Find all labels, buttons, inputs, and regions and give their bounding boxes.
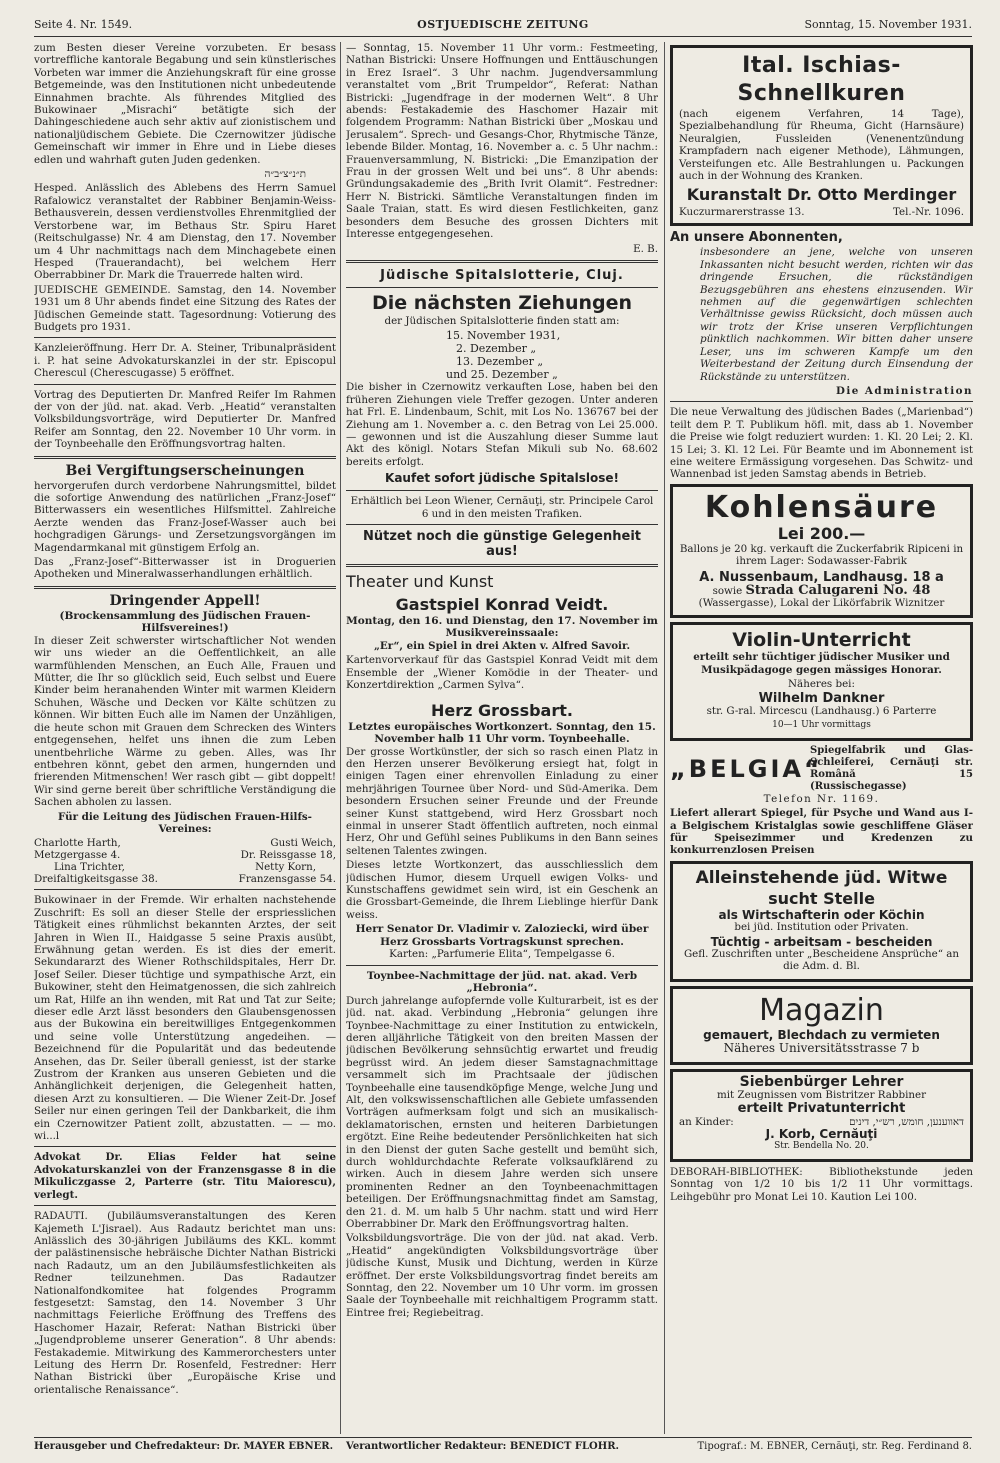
column-1 xyxy=(34,42,336,1434)
hebrew-abbreviation: ת״נ״צ״ב״ה xyxy=(264,168,306,181)
grossbart-senator: Herr Senator Dr. Vladimir v. Zaloziecki, wird über Herz Grossbarts Vortragskunst sprechen. xyxy=(355,923,649,948)
list-item: 2. Dezember „ xyxy=(456,342,537,356)
kohlensaeure-strada: Strada Calugareni No. 48 xyxy=(745,582,931,598)
lottery-dates xyxy=(346,329,658,381)
newspaper-title: OSTJUEDISCHE ZEITUNG xyxy=(417,18,589,31)
page-footer xyxy=(34,1437,972,1456)
witwe-tuechtig: Tüchtig - arbeitsam - bescheiden xyxy=(710,934,933,949)
section-theater: Theater und Kunst xyxy=(346,571,494,591)
divider xyxy=(346,260,658,263)
lehrer-hebrew: דאווענען, חומש, רש״י, דינים xyxy=(849,1115,964,1128)
column-3 xyxy=(670,42,973,1434)
vergiftung-text-2: Das „Franz-Josef“-Bitterwasser ist in Droguerien Apotheken und Mineralwasserhandlungen erhältlich. xyxy=(34,556,336,581)
kohlensaeure-last: (Wassergasse), Lokal der Likörfabrik Wiznitzer xyxy=(698,596,945,609)
grossbart-heading: Herz Grossbart. xyxy=(431,700,573,720)
table-row: Lina Trichter, Netty Korn, xyxy=(54,861,316,874)
advokat-notice: Advokat Dr. Elias Felder hat seine Advokaturskanzlei von der Franzensgasse 8 in die Mikuliczgasse 2, Parterre (str. Titu Maiorescu), verlegt. xyxy=(34,1151,336,1201)
lottery-slogan: Nützet noch die günstige Gelegenheit aus! xyxy=(362,528,641,559)
belgia-phone: Telefon Nr. 1169. xyxy=(763,792,880,805)
belgia-right: Spiegelfabrik und Glas-Schleiferei, Cernăuţi str. Română 15 (Russischegasse) xyxy=(810,744,973,792)
page-header xyxy=(34,14,972,37)
deborah-notice: DEBORAH-BIBLIOTHEK: Bibliothekstunde jeden Sonntag von 1/2 10 bis 1/2 11 Uhr vormittags. Leihgebühr pro Monat Lei 10. Kaution Lei 100. xyxy=(670,1165,973,1203)
violin-naeheres: Näheres bei: xyxy=(788,678,855,691)
abonnenten-heading: An unsere Abonnenten, xyxy=(670,230,843,246)
lehrer-address: Str. Bendella No. 20. xyxy=(774,1141,869,1152)
witwe-zuschriften: Gefl. Zuschriften unter „Bescheidene Ansprüche“ an die Adm. d. Bl. xyxy=(683,948,960,973)
column-2 xyxy=(346,42,658,1434)
appell-text: In dieser Zeit schwerster wirtschaftlicher Not wenden wir uns wieder an die Oeffentlichkeit, an alle warmfühlenden Menschen, an Euch Alle, Frauen und Mütter, die Ihr so glücklich seid, Euch selbst und Euere Kinder beim heranahenden Winter mit warmen Kleidern Schuhen, Wäsche und Decken vor Kälte schützen zu können. Wir bitten Euch alle im Namen der Unzähligen, die heute schon mit Grauen dem Schrecken des Winters entgegensehen, helfet uns ihnen die zum Leben unentbehrliche Wärme zu geben. Alles, was Ihr entbehren könnt, gebet den armen, hungernden und frierenden Mitmenschen! Wer rasch gibt — gibt doppelt! Wir sind gerne bereit über schriftliche Verständigung die Sachen abholen zu lassen. xyxy=(34,634,336,809)
witwe-title: Alleinstehende jüd. Witwe xyxy=(695,867,948,888)
list-item: und 25. Dezember „ xyxy=(446,368,558,382)
divider xyxy=(34,384,336,385)
toynbee-text: Durch jahrelange aufopfernde volle Kulturarbeit, ist es der jüd. nat. akad. Verbindung „Hebronia“ gelungen ihre Toynbee-Nachmittage zu einer Institution zu entwickeln, deren alljährliche Tätigkeit von den breiten Massen der jüdischen Bevölkerung sehnsüchtig erwartet und freudig begrüsst wird. An jedem dieser Samstagnachmittage versammelt sich im Prachtsaale der jüdischen Toynbeehalle eine tausendköpfige Menge, welche Jung und Alt, den volkswissenschaftlichen alle Gebiete umfassenden Vorträgen aufmerksam folgt und sich an musikalisch-deklamatorischen, ernsten und heiteren Darbietungen ergötzt. Eine Reihe bedeutender Persönlichkeiten hat sich in den Dienst der guten Sache gestellt und bemüht sich, durch wohldurchdachte Referate volksaufklärend zu wirken. Auch in diesem Jahre werden sich unsere prominenten Redner an den Toynbeenachmittagen beteiligen. Der Eröffnungsnachmittag findet am Samstag, den 21. d. M. um halb 5 Uhr nachm. statt und wird Herr Oberrabbiner Dr. Mark den Eröffnungsvortrag halten. xyxy=(346,994,658,1230)
divider xyxy=(346,524,658,525)
ischias-name: Kuranstalt Dr. Otto Merdinger xyxy=(686,185,957,205)
divider xyxy=(34,586,336,589)
magazin-ad xyxy=(670,986,973,1065)
vergiftung-text: hervorgerufen durch verdorbene Nahrungsmittel, bildet die sofortige Anwendung des natürlichen „Franz-Josef“ Bitterwassers ein wesentliches Hilfsmittel. Zahlreiche Aerzte wenden das Franz-Josef-Wasser auch bei hochgradigen Gärungs- und Zersetzungsvorgängen im Magendarmkanal mit günstigem Erfolg an. xyxy=(34,479,336,554)
belgia-ad xyxy=(670,745,973,857)
divider xyxy=(34,1205,336,1206)
grossbart-text: Der grosse Wortkünstler, der sich so rasch einen Platz in den Herzen unserer Bevölkerung ersiegt hat, folgt in einigen Tagen einer ehrenvollen Einladung zu einer mehrjährigen Tournee über Nord- und Süd-Amerika. Dem besondern Ersuchen seiner Freunde und der Freunde seiner Kunst stattgebend, wird Herz Grossbart noch einmal in unserer Stadt öffentlich auftreten, noch einmal Herz, Ohr und Gefühl seines Publikums in den Bann seines seltenen Talentes zwingen. xyxy=(346,745,658,857)
magazin-text: gemauert, Blechdach zu vermieten xyxy=(703,1027,940,1042)
radauti-continued: — Sonntag, 15. November 11 Uhr vorm.: Festmeeting, Nathan Bistricki: Unsere Hoffnungen und Enttäuschungen in Erez Israel“. 3 Uhr nachm. Jugendversammlung veranstaltet vom „Brit Trumpeldor“, Referat: Nathan Bistricki: „Jugendfrage in der modernen Welt“. 8 Uhr abends: Festakademie des Haschomer Hazair mit folgendem Programm: Nathan Bistricki über „Moskau und Jerusalem“. Sprech- und Gesangs-Chor, Rhytmische Tänze, lebende Bilder. Montag, 16. November a. c. 5 Uhr nachm.: Frauenversammlung, N. Bistricki: „Die Emanzipation der Frau in der grossen Welt und bei uns“. 8 Uhr abends: Gründungsakademie des „Brith Ivrit Olamit“. Festredner: Herr N. Bistricki. Sämtliche Veranstaltungen finden im Saale Traian, statt. Es wird diesen Festlichkeiten, ganz besonders dem Besuche des grossen Dichters mit Interesse entgegengesehen. xyxy=(346,42,658,241)
violin-text: erteilt sehr tüchtiger jüdischer Musiker und Musikpädagoge gegen mässiges Honorar. xyxy=(693,651,950,676)
lehrer-ad xyxy=(670,1069,973,1161)
hesped-notice: Hesped. Anlässlich des Ablebens des Herrn Samuel Rafalowicz veranstaltet der Rabbiner Benjamin-Weiss-Bethausverein, dessen verdienstvolles Ehrenmitglied der Verstorbene war, im Bethaus Str. Spiru Haret (Reitschulgasse) Nr. 4 am Dienstag, den 17. November um 4 Uhr nachmittags nach dem Minchagebete einen Hesped (Trauerandacht), bei welchem Herr Oberrabbiner Dr. Mark die Trauerrede halten wird. xyxy=(34,182,336,282)
lehrer-erteilt: erteilt Privatunterricht xyxy=(737,1101,906,1117)
list-item: 13. Dezember „ xyxy=(456,355,544,369)
printer: Tipograf.: M. EBNER, Cernăuţi, str. Reg. Ferdinand 8. xyxy=(697,1441,972,1452)
violin-hours: 10—1 Uhr vormittags xyxy=(772,720,871,731)
witwe-ad xyxy=(670,861,973,982)
gemeinde-notice: JUEDISCHE GEMEINDE. Samstag, den 14. November 1931 um 8 Uhr abends findet eine Sitzung des Rates der Jüdischen Gemeinde statt. Tagesordnung: Votierung des Budgets pro 1931. xyxy=(34,283,336,333)
lottery-subheading: Die nächsten Ziehungen xyxy=(371,291,633,314)
ischias-ad xyxy=(670,45,973,226)
grossbart-karten: Karten: „Parfumerie Elita“, Tempelgasse 6. xyxy=(389,948,615,961)
kohlensaeure-name: A. Nussenbaum, Landhausg. 18 a xyxy=(699,569,944,585)
witwe-als: als Wirtschafterin oder Köchin xyxy=(718,907,925,922)
obituary-text: zum Besten dieser Vereine vorzubeten. Er besass vortreffliche kantorale Begabung und sein künstlerisches Vorbeten war immer die Anziehungskraft für eine grosse Betgemeinde, was den Institutionen nicht unbedeutende Einnahmen brachte. Als führendes Mitglied des Bukowinaer „Misrachi“ betätigte sich der Dahingeschiedene auch sehr aktiv auf zionistischem und nationaljüdischem Gebiete. Die Czernowitzer jüdische Gemeinschaft wir immer in Ehre und in Liebe dieses edlen und wahrhaft guten Juden gedenken. xyxy=(34,42,336,166)
divider xyxy=(34,1146,336,1147)
gastspiel-play: „Er“, ein Spiel in drei Akten v. Alfred Savoir. xyxy=(373,639,631,652)
witwe-bei: bei jüd. Institution oder Privaten. xyxy=(734,921,909,934)
gastspiel-text: Kartenvorverkauf für das Gastspiel Konrad Veidt mit dem Ensemble der „Wiener Komödie in der Theater- und Konzertdirektion „Carmen Sylva“. xyxy=(346,654,658,692)
column-divider xyxy=(664,42,665,1434)
divider xyxy=(346,490,658,491)
kohlensaeure-ad xyxy=(670,484,973,619)
divider xyxy=(346,564,658,567)
bad-notice: Die neue Verwaltung des jüdischen Bades („Marienbad“) teilt dem P. T. Publikum höfl. mit, dass ab 1. November die Preise wie folgt reduziert wurden: 1. Kl. 20 Lei; 2. Kl. 15 Lei; 3. Kl. 12 Lei. Für Beamte und im Abonnement ist eine weitere Ermässigung vorgesehen. Das Schwitz- und Wannenbad ist jeden Samstag abends in Betrieb. xyxy=(670,406,973,481)
violin-address: str. G-ral. Mircescu (Landhausg.) 6 Parterre xyxy=(706,705,937,717)
abonnenten-signature: Die Administration xyxy=(835,384,973,397)
abonnenten-text: insbesondere an jene, welche von unseren Inkassanten nicht besucht werden, richten wir das dringende Ersuchen, die rückständigen Bezugsgebühren ans ehestens einzusenden. Wir nehmen auf die gegenwärtigen schlechten Verhältnisse gewiss Rücksicht, doch müssen auch wir trotz der Krise unseren Verpflichtungen pünktlich nachkommen. Wir bitten daher unsere Leser, uns im schweren Kampfe um den Weiterbestand der Zeitung durch Einsendung der Rückstände zu unterstützen. xyxy=(700,246,973,383)
signatories-table xyxy=(34,837,336,885)
kanzlei-notice: Kanzleieröffnung. Herr Dr. A. Steiner, Tribunalpräsident i. P. hat seine Advokaturskanzlei in der str. Episcopul Cherescul (Cherescugasse) 5 eröffnet. xyxy=(34,342,336,380)
editor: Verantwortlicher Redakteur: BENEDICT FLOHR. xyxy=(346,1441,619,1452)
table-row: Dreifaltigkeitsgasse 38. Franzensgasse 54. xyxy=(34,873,336,886)
divider xyxy=(346,965,658,966)
divider xyxy=(34,337,336,338)
lottery-where: Erhältlich bei Leon Wiener, Cernăuţi, str. Principele Carol 6 und in den meisten Trafiken. xyxy=(350,495,654,520)
kohlensaeure-text: Ballons je 20 kg. verkauft die Zuckerfabrik Ripiceni in ihrem Lager: Sodawasser-Fabrik xyxy=(679,542,964,568)
lehrer-kinder: an Kinder: xyxy=(679,1115,734,1128)
volksbildung-text: Volksbildungsvorträge. Die von der jüd. nat akad. Verb. „Heatid“ angekündigten Volksbildungsvorträge über jüdische Kunst, Musik und Dichtung, werden in Kürze eröffnet. Der erste Volksbildungsvortrag findet bereits am Sonntag, den 22. November um 10 Uhr vorm. im grossen Saale der Toynbeehalle mit reichhaltigem Programm statt. Eintree frei; Regiebeitrag. xyxy=(346,1232,658,1319)
table-row: Metzgergasse 4. Dr. Reissgasse 18, xyxy=(34,849,336,862)
kohlensaeure-sowie: sowie xyxy=(712,584,743,597)
belgia-text: Liefert allerart Spiegel, für Psyche und Wand aus I-a Belgischem Kristalglas sowie geschliffene Gläser für Speisezimmer und Kredenzen zu konkurrenzlosen Preisen xyxy=(670,807,973,857)
kohlensaeure-title: Kohlensäure xyxy=(704,489,939,525)
bukowinaer-notice: Bukowinaer in der Fremde. Wir erhalten nachstehende Zuschrift: Es soll an dieser Stelle der erspriesslichen Tätigkeit eines rühmlichst bekannten Arztes, der seit Jahren in Wien II., Haidgasse 5 seine Praxis ausübt, Erwähnung getan werden. Es ist dies der emerit. Sekundararzt des Wiener Rothschildspitales, Herr Dr. Josef Seiler. Dieser tüchtige und sympathische Arzt, ein Bukowiner, steht den Heimatgenossen, die sich zahlreich um Rat, Hilfe an ihn wenden, mit Rat und Tat zur Seite; dieser edle Arzt lässt besonders den Glaubensgenossen aus der Bukowina ein bereitwilliges Entgegenkommen und seine volle Unterstützung angedeihen. — Bezeichnend für die Popularität und das bedeutende Ansehen, das Dr. Seiler überall geniesst, ist der starke Zustrom der Kranken aus unseren Gebieten und die Anhänglichkeit derjenigen, die Gelegenheit hatten, diesen Arzt zu konsultieren. — Die Wiener Zeit-Dr. Josef Seiler nur einen geringen Teil der Dankbarkeit, die ihm ein Czernowitzer Patient zollt, abzustatten. — — mo. wi...l xyxy=(34,894,336,1143)
radauti-notice: RADAUTI. (Jubiläumsveranstaltungen des Keren Kajemeth L'Jisrael). Aus Radautz berichtet man uns: Anlässlich des 30-jährigen Jubiläums des KKL. kommt der palästinensische hebräische Dichter Nathan Bistricki nach Radautz, um an den Jubiläumsfestlichkeiten als Redner teilzunehmen. Das Radautzer Nationalfondkomitee hat folgendes Programm festgesetzt: Samstag, den 14. November 3 Uhr nachmittags Feierliche Eröffnung des Treffens des Haschomer Hazair, Referat: Nathan Bistricki über „Jugendprobleme unserer Generation“. 8 Uhr abends: Festakademie. Mitwirkung des Kammerorchesters unter Leitung des Herrn Dr. Rosenfeld, Festredner: Herr Nathan Bistricki über „Europäische Krise und orientalische Renaissance“. xyxy=(34,1210,336,1396)
author-initials: E. B. xyxy=(633,242,658,255)
table-row: Charlotte Harth, Gusti Weich, xyxy=(34,837,336,850)
lottery-heading: Jüdische Spitalslotterie, Cluj. xyxy=(380,267,624,283)
page-number: Seite 4. Nr. 1549. xyxy=(34,18,133,31)
kohlensaeure-price: Lei 200.— xyxy=(777,523,866,543)
magazin-address: Näheres Universitätsstrasse 7 b xyxy=(723,1041,920,1056)
magazin-title: Magazin xyxy=(759,992,884,1028)
divider xyxy=(346,287,658,288)
divider xyxy=(670,401,973,402)
issue-date: Sonntag, 15. November 1931. xyxy=(804,18,972,31)
divider xyxy=(34,456,336,459)
gastspiel-heading: Gastspiel Konrad Veidt. xyxy=(395,594,609,614)
appell-subheading: (Brockensammlung des Jüdischen Frauen-Hilfsvereines!) xyxy=(59,609,311,635)
gastspiel-sub: Montag, den 16. und Dienstag, den 17. November im Musikvereinssaale: xyxy=(346,614,658,640)
lehrer-name: J. Korb, Cernăuţi xyxy=(765,1126,878,1141)
lottery-cta: Kaufet sofort jüdische Spitalslose! xyxy=(385,471,619,486)
lottery-text: Die bisher in Czernowitz verkauften Lose, haben bei den früheren Ziehungen viele Treffer gezogen. Unter anderen hat Frl. E. Lindenbaum, Schit, mit Los No. 136767 bei der Ziehung am 1. November a. c. den Betrag von Lei 25.000.— gewonnen und ist die Auszahlung dieser Summe laut Akt des königl. Notars Stefan Mikuli sub No. 68.602 bereits erfolgt. xyxy=(346,381,658,468)
violin-ad xyxy=(670,622,973,740)
publisher: Herausgeber und Chefredakteur: Dr. MAYER EBNER. xyxy=(34,1441,334,1452)
lehrer-text: mit Zeugnissen vom Bistritzer Rabbiner xyxy=(716,1088,927,1101)
appell-signature: Für die Leitung des Jüdischen Frauen-Hilfs-Vereines: xyxy=(58,810,312,835)
divider xyxy=(34,889,336,890)
list-item: 15. November 1931, xyxy=(446,329,561,343)
ischias-phone: Tel.-Nr. 1096. xyxy=(892,206,964,219)
vergiftung-heading: Bei Vergiftungserscheinungen xyxy=(65,462,305,479)
lottery-intro: der Jüdischen Spitalslotterie finden statt am: xyxy=(384,314,620,327)
violin-title: Violin-Unterricht xyxy=(732,629,911,652)
grossbart-text-2: Dieses letzte Wortkonzert, das ausschliesslich dem jüdischen Humor, diesem Urquell ewigen Volks- und Kunstschaffens gewidmet sein wird, ist ein Geschenk an die Grossbart-Gemeinde, die Ihrem Lieblinge hierfür Dank weiss. xyxy=(346,859,658,921)
toynbee-heading: Toynbee-Nachmittage der jüd. nat. akad. Verb „Hebronia“. xyxy=(366,969,638,995)
ischias-title: Ital. Ischias-Schnellkuren xyxy=(737,53,906,106)
appell-heading: Dringender Appell! xyxy=(109,592,261,609)
ischias-text: (nach eigenem Verfahren, 14 Tage), Spezialbehandlung für Rheuma, Gicht (Harnsäure) Neuralgien, Fussleiden (Venenentzündung Krampfadern nach eigener Methode), Lähmungen, Versteifungen etc. Alle Bestrahlungen u. Packungen auch in der Wohnung des Kranken. xyxy=(679,108,964,183)
ischias-address: Kuczurmarerstrasse 13. xyxy=(679,206,805,219)
lehrer-title: Siebenbürger Lehrer xyxy=(739,1074,904,1091)
grossbart-sub: Letztes europäisches Wortkonzert. Sonntag, den 15. November halb 11 Uhr vorm. Toynbeehalle. xyxy=(348,720,656,746)
column-divider xyxy=(340,42,341,1434)
witwe-sub: sucht Stelle xyxy=(768,888,875,908)
violin-name: Wilhelm Dankner xyxy=(758,690,885,706)
belgia-title: „BELGIA“ xyxy=(670,754,823,783)
vortrag-notice: Vortrag des Deputierten Dr. Manfred Reifer Im Rahmen der von der jüd. nat. akad. Verb. „Heatid“ veranstalten Volksbildungsvorträge, wird Deputierter Dr. Manfred Reifer am Sonntag, den 22. November 10 Uhr vorm. in der Toynbeehalle den Eröffnungsvortrag halten. xyxy=(34,388,336,451)
